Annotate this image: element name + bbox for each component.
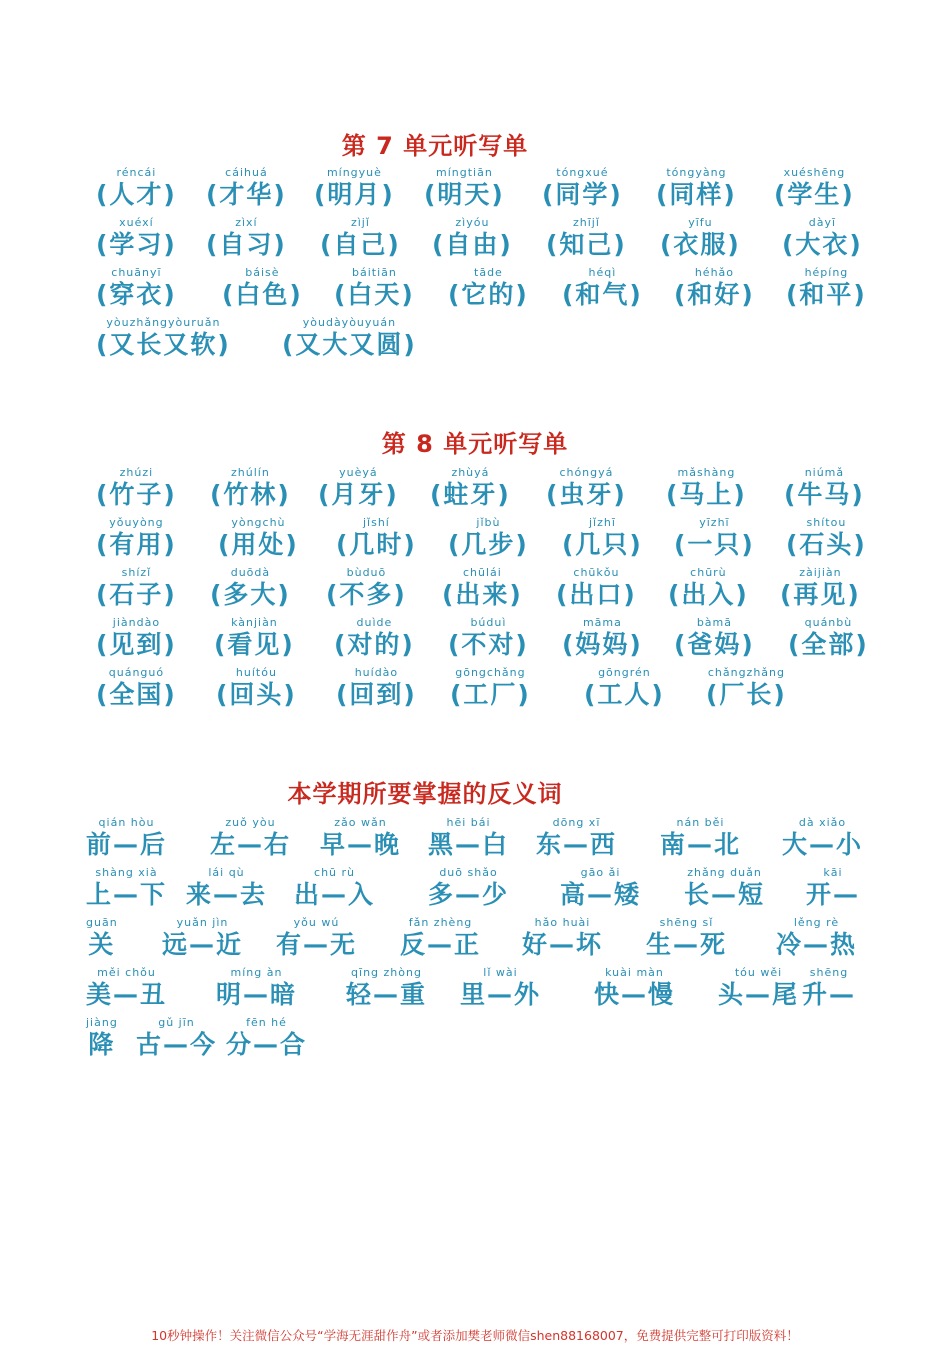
hanzi: 大—小 (782, 830, 864, 859)
pinyin: yǒu wú (293, 916, 340, 929)
pinyin: bàmā (696, 616, 733, 629)
antonym-pair (802, 966, 856, 1010)
pinyin: hǎo huài (534, 916, 591, 929)
antonym-pair (428, 866, 509, 910)
unit7-row (0, 216, 950, 266)
pinyin: chūkǒu (573, 566, 620, 579)
hanzi: 好—坏 (522, 930, 604, 959)
hanzi: (牛马) (784, 480, 865, 509)
antonym-pair (320, 816, 401, 860)
dictation-word (206, 216, 287, 260)
hanzi: (自己) (320, 230, 401, 259)
antonym-pair (560, 866, 641, 910)
antonym-pair (216, 966, 297, 1010)
dictation-word (96, 216, 177, 260)
pinyin: tóngyàng (666, 166, 727, 179)
hanzi: (竹林) (210, 480, 291, 509)
hanzi: (蛀牙) (430, 480, 511, 509)
pinyin: měi chǒu (97, 966, 156, 979)
pinyin: chūlái (463, 566, 502, 579)
dictation-word (448, 516, 529, 560)
hanzi: 黑—白 (428, 830, 510, 859)
pinyin: yuǎn jìn (176, 916, 229, 929)
unit8-row (0, 666, 950, 716)
hanzi: (工人) (584, 680, 665, 709)
dictation-word (562, 616, 643, 660)
unit8-row (0, 466, 950, 516)
dictation-word (448, 266, 529, 310)
hanzi: 多—少 (428, 880, 510, 909)
hanzi: 远—近 (162, 930, 244, 959)
dictation-word (784, 466, 865, 510)
pinyin: yòuzhǎngyòuruǎn (106, 316, 221, 329)
antonym-pair (660, 816, 741, 860)
dictation-word (666, 466, 747, 510)
hanzi: (学生) (774, 180, 855, 209)
hanzi: (衣服) (660, 230, 741, 259)
dictation-word (96, 266, 177, 310)
footer-note: 10秒钟操作！关注微信公众号“学海无涯甜作舟”或者添加樊老师微信shen88168007，免费提供完整可打印版资料！ (151, 1328, 799, 1343)
pinyin: yīfu (688, 216, 713, 229)
hanzi: 里—外 (460, 980, 542, 1009)
hanzi: 有—无 (276, 930, 358, 959)
pinyin: niúmǎ (804, 466, 845, 479)
antonym-pair (276, 916, 357, 960)
dictation-word (788, 616, 869, 660)
hanzi: (工厂) (450, 680, 531, 709)
hanzi: (和气) (562, 280, 643, 309)
dictation-word (320, 216, 401, 260)
hanzi: (知己) (546, 230, 627, 259)
dictation-word (334, 266, 415, 310)
hanzi: (自由) (432, 230, 513, 259)
dictation-word (542, 166, 623, 210)
pinyin: huídào (354, 666, 399, 679)
hanzi: 反—正 (400, 930, 482, 959)
antonym-pair (646, 916, 727, 960)
antonym-pair (428, 816, 509, 860)
antonym-pair (162, 916, 243, 960)
pinyin: qīng zhòng (351, 966, 422, 979)
dictation-word (432, 216, 513, 260)
hanzi: 出—入 (294, 880, 376, 909)
hanzi: 升— (802, 980, 857, 1009)
hanzi: 古—今 (136, 1030, 218, 1059)
hanzi: (又大又圆) (282, 330, 417, 359)
pinyin: lǐ wài (483, 966, 518, 979)
hanzi: (有用) (96, 530, 177, 559)
hanzi: (多大) (210, 580, 291, 609)
dictation-word (674, 266, 755, 310)
pinyin: zàijiàn (799, 566, 842, 579)
hanzi: (妈妈) (562, 630, 643, 659)
pinyin: yǒuyòng (109, 516, 164, 529)
hanzi: (和平) (786, 280, 867, 309)
hanzi: 冷—热 (776, 930, 858, 959)
dictation-word (782, 216, 863, 260)
hanzi: (和好) (674, 280, 755, 309)
antonyms-row (0, 866, 950, 916)
pinyin: xuéxí (119, 216, 154, 229)
pinyin: zìjǐ (350, 216, 370, 229)
dictation-word (562, 266, 643, 310)
dictation-word (556, 566, 637, 610)
antonym-pair (806, 866, 860, 910)
pinyin: yòudàyòuyuán (302, 316, 397, 329)
dictation-word (584, 666, 665, 710)
hanzi: (再见) (780, 580, 861, 609)
unit7-row (0, 166, 950, 216)
antonym-pair (226, 1016, 307, 1060)
hanzi: 长—短 (684, 880, 766, 909)
hanzi: (明月) (314, 180, 395, 209)
pinyin: qián hòu (98, 816, 155, 829)
hanzi: (见到) (96, 630, 177, 659)
antonym-pair (346, 966, 427, 1010)
hanzi: (同学) (542, 180, 623, 209)
pinyin: shízǐ (121, 566, 152, 579)
pinyin: chǎngzhǎng (707, 666, 785, 679)
dictation-word (448, 616, 529, 660)
dictation-word (96, 566, 177, 610)
dictation-word (424, 166, 505, 210)
pinyin: chūrù (690, 566, 727, 579)
hanzi: (大衣) (782, 230, 863, 259)
hanzi: 明—暗 (216, 980, 298, 1009)
hanzi: (月牙) (318, 480, 399, 509)
pinyin: hēi bái (446, 816, 491, 829)
dictation-word (326, 566, 407, 610)
pinyin: chū rù (314, 866, 355, 879)
dictation-word (780, 566, 861, 610)
dictation-word (318, 466, 399, 510)
hanzi: (同样) (656, 180, 737, 209)
dictation-word (668, 566, 749, 610)
dictation-word (216, 666, 297, 710)
hanzi: 左—右 (210, 830, 292, 859)
pinyin: jiàng (86, 1016, 118, 1029)
dictation-word (442, 566, 523, 610)
hanzi: 开— (806, 880, 861, 909)
hanzi: (全部) (788, 630, 869, 659)
hanzi: (厂长) (706, 680, 787, 709)
hanzi: (几步) (448, 530, 529, 559)
antonyms-row (0, 966, 950, 1016)
hanzi: (又长又软) (96, 330, 231, 359)
unit8-row (0, 566, 950, 616)
hanzi: (不多) (326, 580, 407, 609)
pinyin: shítou (806, 516, 847, 529)
pinyin: zìxí (235, 216, 258, 229)
hanzi: (几时) (336, 530, 417, 559)
antonyms-row (0, 1016, 950, 1066)
hanzi: (爸妈) (674, 630, 755, 659)
pinyin: hépíng (804, 266, 849, 279)
hanzi: 东—西 (536, 830, 618, 859)
pinyin: báisè (245, 266, 280, 279)
pinyin: chuānyī (111, 266, 162, 279)
hanzi: (明天) (424, 180, 505, 209)
dictation-word (218, 516, 299, 560)
pinyin: báitiān (351, 266, 397, 279)
hanzi: (学习) (96, 230, 177, 259)
antonym-pair (400, 916, 481, 960)
pinyin: bùduō (346, 566, 387, 579)
hanzi: 头—尾 (718, 980, 800, 1009)
dictation-word (562, 516, 643, 560)
dictation-word (774, 166, 855, 210)
pinyin: zuǒ yòu (225, 816, 276, 829)
hanzi: 前—后 (86, 830, 168, 859)
antonym-pair (294, 866, 375, 910)
dictation-word (96, 666, 177, 710)
hanzi: (不对) (448, 630, 529, 659)
antonym-pair (86, 1016, 118, 1060)
pinyin: tóngxué (556, 166, 609, 179)
pinyin: māma (582, 616, 622, 629)
antonym-pair (536, 816, 617, 860)
pinyin: gōngchǎng (455, 666, 526, 679)
hanzi: 来—去 (186, 880, 268, 909)
hanzi: (自习) (206, 230, 287, 259)
unit8-title: 第 8 单元听写单 (381, 430, 569, 458)
pinyin: guān (86, 916, 118, 929)
pinyin: jǐzhī (588, 516, 616, 529)
pinyin: shàng xià (95, 866, 158, 879)
pinyin: míng àn (230, 966, 283, 979)
hanzi: 早—晚 (320, 830, 402, 859)
dictation-word (282, 316, 417, 360)
pinyin: duìde (356, 616, 393, 629)
pinyin: dàyī (808, 216, 837, 229)
pinyin: duōdà (230, 566, 271, 579)
dictation-word (786, 516, 867, 560)
antonym-pair (186, 866, 267, 910)
pinyin: huítóu (235, 666, 277, 679)
hanzi: 降 (88, 1030, 116, 1059)
dictation-word (674, 516, 755, 560)
hanzi: 南—北 (660, 830, 742, 859)
dictation-word (210, 466, 291, 510)
dictation-word (96, 516, 177, 560)
antonym-pair (684, 866, 765, 910)
pinyin: zhúzi (119, 466, 154, 479)
hanzi: (穿衣) (96, 280, 177, 309)
antonym-pair (594, 966, 675, 1010)
hanzi: (回头) (216, 680, 297, 709)
pinyin: chóngyá (559, 466, 614, 479)
dictation-word (786, 266, 867, 310)
pinyin: zhǎng duǎn (687, 866, 762, 879)
pinyin: shēng (809, 966, 849, 979)
pinyin: yīzhī (699, 516, 730, 529)
pinyin: jǐshí (362, 516, 390, 529)
hanzi: 上—下 (86, 880, 168, 909)
hanzi: (出口) (556, 580, 637, 609)
dictation-word (334, 616, 415, 660)
pinyin: héqì (588, 266, 617, 279)
pinyin: kuài màn (605, 966, 664, 979)
dictation-word (314, 166, 395, 210)
pinyin: tāde (474, 266, 503, 279)
pinyin: zǎo wǎn (334, 816, 387, 829)
dictation-word (450, 666, 531, 710)
pinyin: mǎshàng (677, 466, 736, 479)
pinyin: gǔ jīn (158, 1016, 195, 1029)
dictation-word (546, 466, 627, 510)
antonym-pair (136, 1016, 217, 1060)
dictation-word (96, 466, 177, 510)
antonyms-row (0, 816, 950, 866)
dictation-word (96, 616, 177, 660)
pinyin: dà xiǎo (798, 816, 847, 829)
unit7-title: 第 7 单元听写单 (341, 132, 529, 160)
pinyin: zìyóu (455, 216, 490, 229)
pinyin: dōng xī (552, 816, 601, 829)
unit7-row (0, 266, 950, 316)
antonym-pair (86, 816, 167, 860)
dictation-word (674, 616, 755, 660)
pinyin: quánbù (804, 616, 853, 629)
pinyin: zhùyá (451, 466, 490, 479)
dictation-word (656, 166, 737, 210)
hanzi: (看见) (214, 630, 295, 659)
pinyin: jiàndào (112, 616, 161, 629)
dictation-word (660, 216, 741, 260)
pinyin: kāi (823, 866, 843, 879)
pinyin: míngtiān (436, 166, 493, 179)
pinyin: kànjiàn (231, 616, 278, 629)
hanzi: (对的) (334, 630, 415, 659)
hanzi: (竹子) (96, 480, 177, 509)
pinyin: réncái (116, 166, 157, 179)
hanzi: 生—死 (646, 930, 728, 959)
hanzi: (马上) (666, 480, 747, 509)
dictation-word (210, 566, 291, 610)
pinyin: gōngrén (598, 666, 651, 679)
pinyin: héhǎo (694, 266, 735, 279)
hanzi: (出入) (668, 580, 749, 609)
antonym-pair (776, 916, 857, 960)
hanzi: 快—慢 (594, 980, 676, 1009)
pinyin: búduì (470, 616, 507, 629)
hanzi: (几只) (562, 530, 643, 559)
pinyin: fǎn zhèng (408, 916, 473, 929)
hanzi: (人才) (96, 180, 177, 209)
dictation-word (706, 666, 787, 710)
hanzi: (石子) (96, 580, 177, 609)
hanzi: (回到) (336, 680, 417, 709)
hanzi: (白天) (334, 280, 415, 309)
antonym-pair (86, 866, 167, 910)
hanzi: 美—丑 (86, 980, 168, 1009)
hanzi: 关 (88, 930, 116, 959)
dictation-word (206, 166, 287, 210)
antonym-pair (210, 816, 291, 860)
dictation-word (546, 216, 627, 260)
antonym-pair (86, 916, 118, 960)
dictation-word (214, 616, 295, 660)
dictation-word (96, 316, 231, 360)
pinyin: lěng rè (793, 916, 840, 929)
pinyin: míngyuè (326, 166, 382, 179)
antonym-pair (718, 966, 799, 1010)
pinyin: duō shǎo (439, 866, 498, 879)
pinyin: jǐbù (476, 516, 501, 529)
antonym-pair (782, 816, 863, 860)
dictation-word (336, 516, 417, 560)
hanzi: (它的) (448, 280, 529, 309)
pinyin: gāo ǎi (580, 866, 621, 879)
hanzi: (才华) (206, 180, 287, 209)
hanzi: 分—合 (226, 1030, 308, 1059)
antonym-pair (460, 966, 541, 1010)
pinyin: quánguó (108, 666, 165, 679)
pinyin: zhījǐ (572, 216, 600, 229)
dictation-word (336, 666, 417, 710)
pinyin: shēng sǐ (659, 916, 714, 929)
pinyin: cáihuá (225, 166, 268, 179)
antonym-pair (86, 966, 167, 1010)
pinyin: zhúlín (231, 466, 270, 479)
pinyin: fēn hé (246, 1016, 287, 1029)
dictation-word (222, 266, 303, 310)
hanzi: (一只) (674, 530, 755, 559)
unit8-row (0, 616, 950, 666)
dictation-word (96, 166, 177, 210)
pinyin: lái qù (208, 866, 245, 879)
hanzi: (石头) (786, 530, 867, 559)
antonyms-row (0, 916, 950, 966)
hanzi: (虫牙) (546, 480, 627, 509)
hanzi: (全国) (96, 680, 177, 709)
dictation-word (430, 466, 511, 510)
hanzi: (白色) (222, 280, 303, 309)
antonyms-title: 本学期所要掌握的反义词 (287, 780, 563, 808)
pinyin: tóu wěi (734, 966, 783, 979)
hanzi: (出来) (442, 580, 523, 609)
hanzi: 高—矮 (560, 880, 642, 909)
pinyin: yuèyá (339, 466, 378, 479)
pinyin: xuéshēng (783, 166, 846, 179)
hanzi: 轻—重 (346, 980, 428, 1009)
pinyin: nán běi (676, 816, 725, 829)
hanzi: (用处) (218, 530, 299, 559)
unit8-row (0, 516, 950, 566)
unit7-row (0, 316, 950, 366)
antonym-pair (522, 916, 603, 960)
pinyin: yòngchù (231, 516, 286, 529)
